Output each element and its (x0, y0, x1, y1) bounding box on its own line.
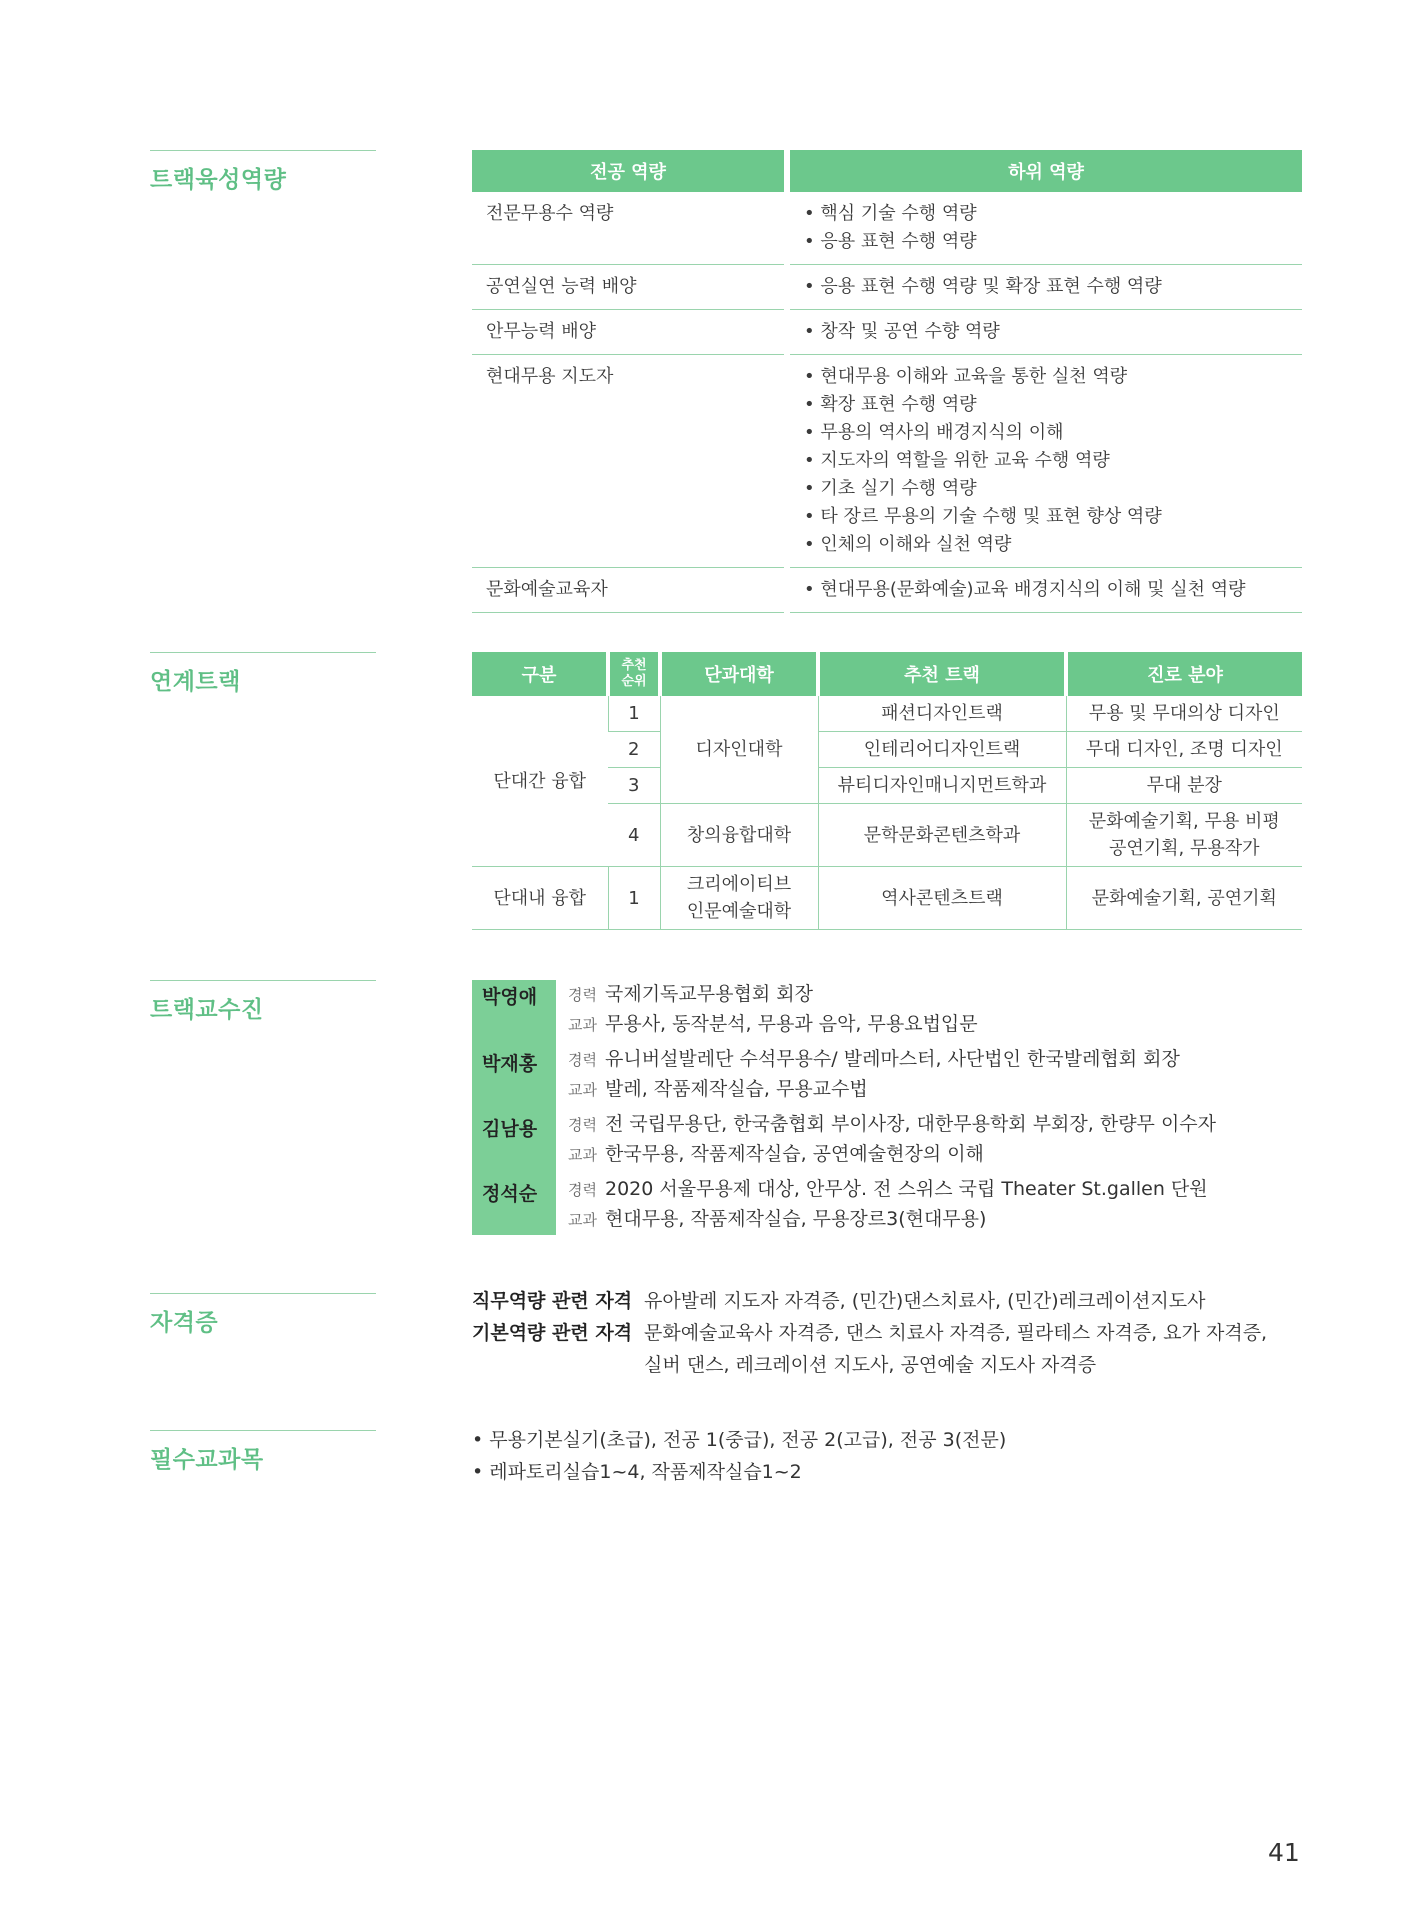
course-tag: 교과 (568, 1211, 597, 1229)
course-tag: 교과 (568, 1146, 597, 1164)
table-row (472, 265, 1302, 310)
rank-cell: 1 (608, 696, 660, 732)
certificate-list (472, 1285, 1312, 1381)
track-cell: 뷰티디자인매니지먼트학과 (818, 768, 1066, 804)
sub-competency-item: • 창작 및 공연 수향 역량 (804, 318, 1288, 346)
career-cell: 무용 및 무대의상 디자인 (1066, 696, 1302, 732)
basic-cert-label: 기본역량 관련 자격 (472, 1322, 633, 1344)
header-major-competency: 전공 역량 (472, 150, 784, 192)
header-college: 단과대학 (660, 652, 818, 696)
college-cell: 창의융합대학 (660, 804, 818, 867)
section-title-faculty: 트랙교수진 (150, 980, 376, 1024)
faculty-member (472, 980, 1302, 1045)
sub-competency-item: • 응용 표현 수행 역량 및 확장 표현 수행 역량 (804, 273, 1288, 301)
college-cell: 디자인대학 (660, 696, 818, 804)
competency-table (472, 150, 1302, 613)
course-tag: 교과 (568, 1016, 597, 1034)
faculty-name: 정석순 (472, 1175, 556, 1235)
track-cell: 역사콘텐츠트랙 (818, 867, 1066, 930)
faculty-member (472, 1045, 1302, 1110)
section-title-certificate: 자격증 (150, 1293, 376, 1337)
header-career: 진로 분야 (1066, 652, 1302, 696)
section-title-required: 필수교과목 (150, 1430, 376, 1474)
career-cell: 무대 디자인, 조명 디자인 (1066, 732, 1302, 768)
basic-cert-value: 문화예술교육사 자격증, 댄스 치료사 자격증, 필라테스 자격증, 요가 자격증, 실버 댄스, 레크레이션 지도사, 공연예술 지도사 자격증 (644, 1322, 1268, 1376)
table-row (472, 355, 1302, 568)
sub-competency-item: • 기초 실기 수행 역량 (804, 475, 1288, 503)
faculty-courses: 현대무용, 작품제작실습, 무용장르3(현대무용) (604, 1208, 987, 1230)
sub-competency-item: • 핵심 기술 수행 역량 (804, 200, 1288, 228)
sub-competency-item: • 현대무용(문화예술)교육 배경지식의 이해 및 실천 역량 (804, 576, 1288, 604)
faculty-career: 2020 서울무용제 대상, 안무상. 전 스위스 국립 Theater St.gallen 단원 (604, 1178, 1208, 1200)
faculty-career: 국제기독교무용협회 회장 (604, 983, 813, 1005)
faculty-name: 박영애 (472, 980, 556, 1045)
career-tag: 경력 (568, 1181, 597, 1199)
job-cert-value: 유아발레 지도자 자격증, (민간)댄스치료사, (민간)레크레이션지도사 (644, 1290, 1206, 1312)
rank-cell: 4 (608, 804, 660, 867)
faculty-courses: 무용사, 동작분석, 무용과 음악, 무용요법입문 (604, 1013, 978, 1035)
header-rank: 추천 순위 (608, 652, 660, 696)
career-tag: 경력 (568, 1051, 597, 1069)
page-number: 41 (1268, 1838, 1300, 1867)
major-competency: 현대무용 지도자 (472, 355, 784, 568)
link-track-table (472, 652, 1302, 930)
table-row (472, 310, 1302, 355)
career-cell: 무대 분장 (1066, 768, 1302, 804)
track-cell: 인테리어디자인트랙 (818, 732, 1066, 768)
faculty-career: 유니버설발레단 수석무용수/ 발레마스터, 사단법인 한국발레협회 회장 (604, 1048, 1180, 1070)
required-course-list (472, 1424, 1006, 1488)
fusion-type: 단대간 융합 (472, 696, 608, 867)
table-row (472, 192, 1302, 265)
rank-cell: 1 (608, 867, 660, 930)
sub-competency-item: • 현대무용 이해와 교육을 통한 실천 역량 (804, 363, 1288, 391)
table-row (472, 867, 1302, 930)
table-row (472, 568, 1302, 613)
list-item: • 무용기본실기(초급), 전공 1(중급), 전공 2(고급), 전공 3(전문) (472, 1424, 1006, 1456)
sub-competency-item: • 확장 표현 수행 역량 (804, 391, 1288, 419)
track-cell: 문학문화콘텐츠학과 (818, 804, 1066, 867)
career-cell: 문화예술기획, 무용 비평 공연기획, 무용작가 (1066, 804, 1302, 867)
career-tag: 경력 (568, 1116, 597, 1134)
header-track: 추천 트랙 (818, 652, 1066, 696)
sub-competency-item: • 무용의 역사의 배경지식의 이해 (804, 419, 1288, 447)
fusion-type: 단대내 융합 (472, 867, 608, 930)
faculty-member (472, 1110, 1302, 1175)
faculty-member (472, 1175, 1302, 1235)
faculty-courses: 한국무용, 작품제작실습, 공연예술현장의 이해 (604, 1143, 984, 1165)
faculty-name: 박재홍 (472, 1045, 556, 1110)
major-competency: 문화예술교육자 (472, 568, 784, 613)
sub-competency-item: • 지도자의 역할을 위한 교육 수행 역량 (804, 447, 1288, 475)
track-cell: 패션디자인트랙 (818, 696, 1066, 732)
sub-competency-item: • 타 장르 무용의 기술 수행 및 표현 향상 역량 (804, 503, 1288, 531)
faculty-list (472, 980, 1302, 1235)
header-type: 구분 (472, 652, 608, 696)
major-competency: 공연실연 능력 배양 (472, 265, 784, 310)
sub-competency-item: • 응용 표현 수행 역량 (804, 228, 1288, 256)
major-competency: 안무능력 배양 (472, 310, 784, 355)
major-competency: 전문무용수 역량 (472, 192, 784, 265)
section-title-link-track: 연계트랙 (150, 652, 376, 696)
header-sub-competency: 하위 역량 (790, 150, 1302, 192)
course-tag: 교과 (568, 1081, 597, 1099)
rank-cell: 3 (608, 768, 660, 804)
list-item: • 레파토리실습1~4, 작품제작실습1~2 (472, 1456, 1006, 1488)
faculty-courses: 발레, 작품제작실습, 무용교수법 (604, 1078, 868, 1100)
sub-competency-item: • 인체의 이해와 실천 역량 (804, 531, 1288, 559)
career-tag: 경력 (568, 986, 597, 1004)
job-cert-label: 직무역량 관련 자격 (472, 1290, 633, 1312)
rank-cell: 2 (608, 732, 660, 768)
faculty-career: 전 국립무용단, 한국춤협회 부이사장, 대한무용학회 부회장, 한량무 이수자 (604, 1113, 1217, 1135)
table-row (472, 696, 1302, 732)
college-cell: 크리에이티브 인문예술대학 (660, 867, 818, 930)
faculty-name: 김남용 (472, 1110, 556, 1175)
career-cell: 문화예술기획, 공연기획 (1066, 867, 1302, 930)
section-title-competency: 트랙육성역량 (150, 150, 376, 194)
